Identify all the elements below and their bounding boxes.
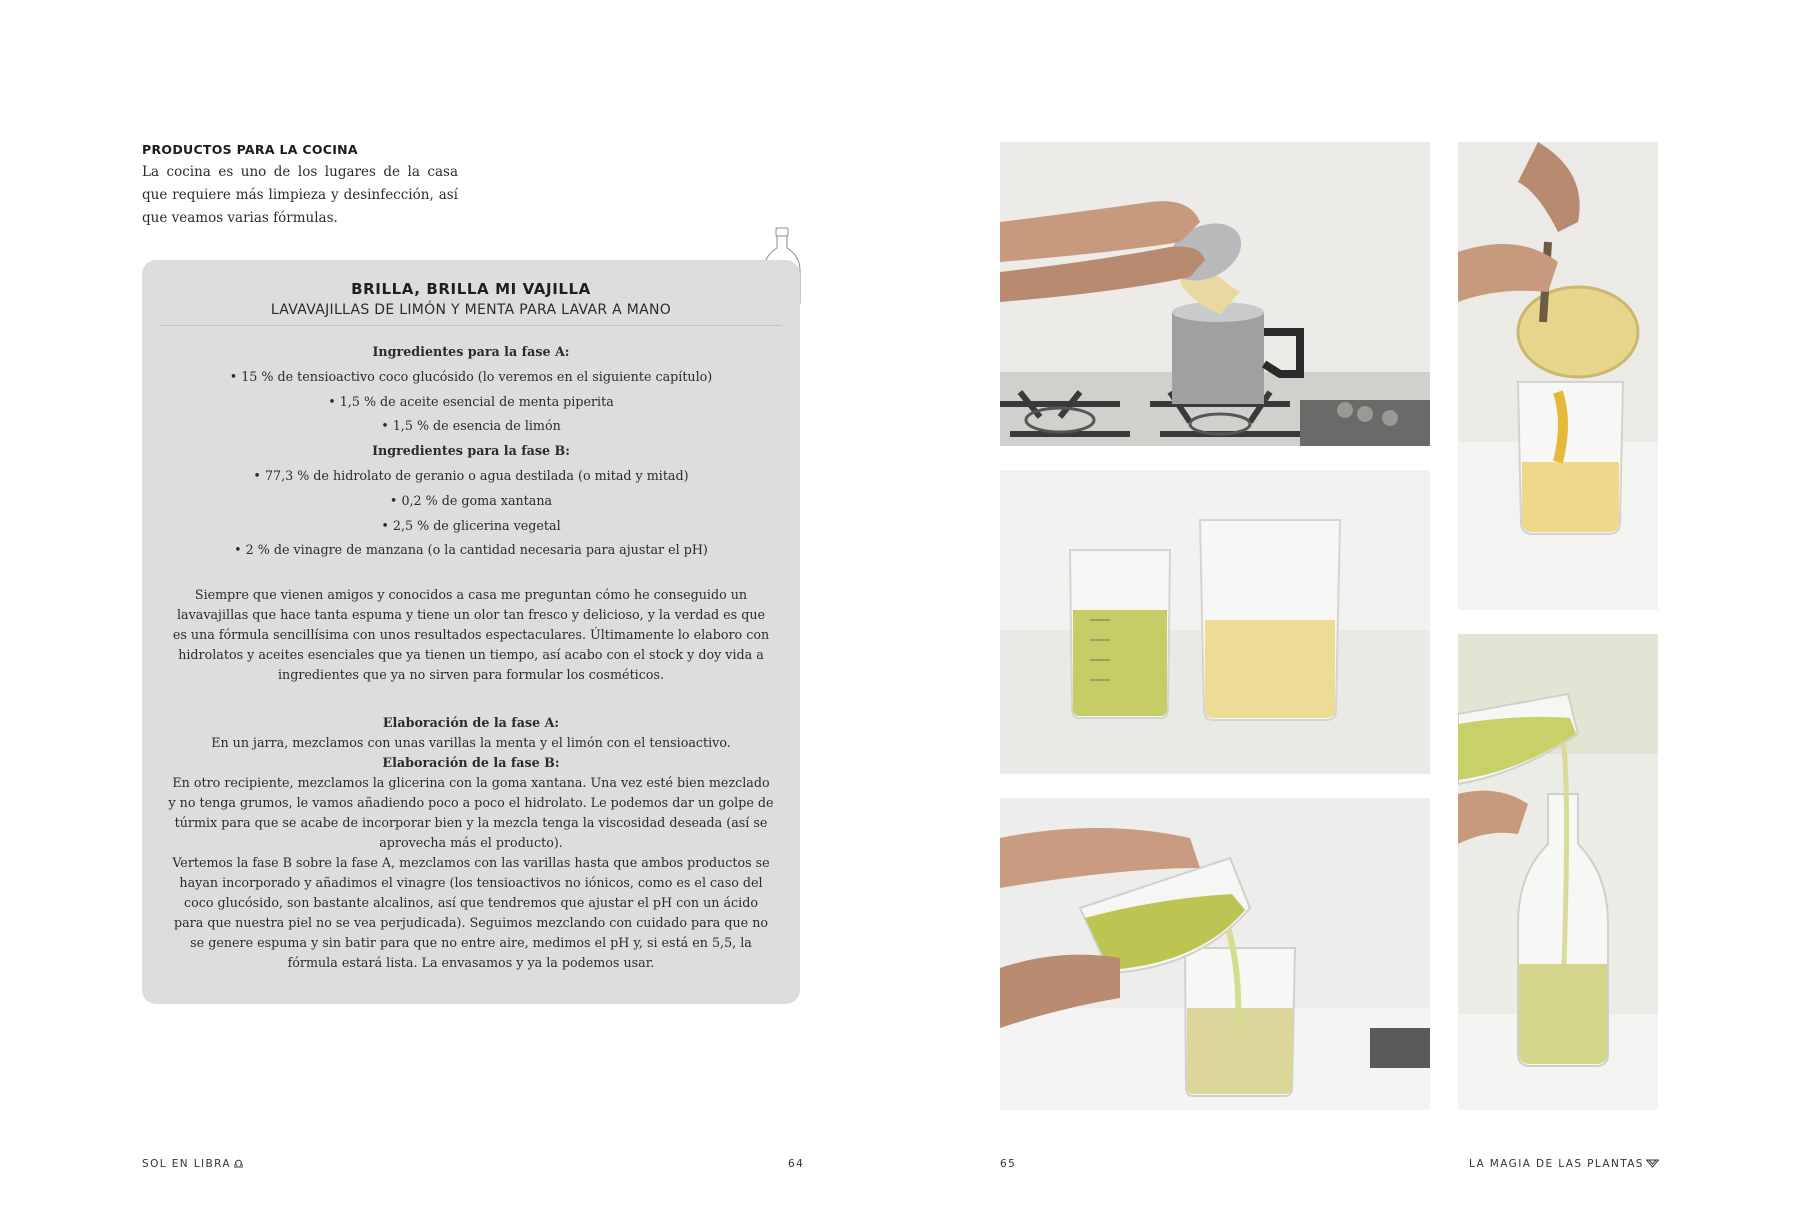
photo-pouring-into-pot xyxy=(1000,142,1430,446)
plant-icon xyxy=(1646,1159,1659,1168)
recipe-card xyxy=(142,260,800,1004)
phase-b-heading: Ingredientes para la fase B: xyxy=(372,443,570,459)
photo-pouring-green xyxy=(1000,798,1430,1110)
section-heading: PRODUCTOS PARA LA COCINA xyxy=(142,142,358,157)
ingredients-section xyxy=(162,340,780,563)
page-number-left: 64 xyxy=(788,1158,805,1170)
ingredient-item: • 1,5 % de aceite esencial de menta piperita xyxy=(328,393,614,409)
ingredient-item: • 77,3 % de hidrolato de geranio o agua destilada (o mitad y mitad) xyxy=(253,467,689,483)
phase-b-list xyxy=(162,464,780,563)
intro-paragraph: La cocina es uno de los lugares de la casa que requiere más limpieza y desinfección, así que veamos varias fórmulas. xyxy=(142,164,458,226)
method-a-text: En un jarra, mezclamos con unas varillas la menta y el limón con el tensioactivo. xyxy=(211,735,731,750)
photo-two-beakers xyxy=(1000,470,1430,774)
recipe-title: BRILLA, BRILLA MI VAJILLA xyxy=(351,280,591,298)
intro-section xyxy=(142,142,458,230)
method-final-text: Vertemos la fase B sobre la fase A, mezclamos con las varillas hasta que ambos productos se hayan incorporado y añadimos el vinagre (los tensioactivos no iónicos, como es el caso del coco glucósido, son bastante alcalinos, así que tendremos que ajustar el pH con un ácido para que nuestra piel no se vea perjudicada). Seguimos mezclando con cuidado para que no se genere espuma y sin batir para que no entre aire, medimos el pH y, si está en 5,5, la fórmula estará lista. La envasamos y ya la podemos usar. xyxy=(172,855,770,970)
photo-bottle-filling xyxy=(1458,634,1658,1110)
story-paragraph: Siempre que vienen amigos y conocidos a casa me preguntan cómo he conseguido un lavavajillas que hace tanta espuma y tiene un olor tan fresco y delicioso, y la verdad es que es una fórmula sencillísima con unos resultados espectaculares. Últimamente lo elaboro con hidrolatos y aceites esenciales que ya tienen un tiempo, así acabo con el stock y doy vida a ingredientes que ya no sirven para formular los cosméticos. xyxy=(172,587,770,682)
ingredient-item: • 0,2 % de goma xantana xyxy=(389,492,553,508)
page-number-right: 65 xyxy=(1000,1158,1017,1170)
libra-icon xyxy=(233,1159,244,1168)
phase-a-heading: Ingredientes para la fase A: xyxy=(372,344,570,359)
method-b-text: En otro recipiente, mezclamos la glicerina con la goma xantana. Una vez esté bien mezclado y no tenga grumos, le vamos añadiendo poco a poco el hidrolato. Le podemos dar un golpe de túrmix para que se acabe de incorporar bien y la mezcla tenga la viscosidad deseada (así se aprovecha más el producto). xyxy=(168,775,774,850)
ingredient-item: • 15 % de tensioactivo coco glucósido (lo veremos en el siguiente capítulo) xyxy=(229,368,713,384)
method-section xyxy=(168,713,774,973)
recipe-subtitle: LAVAVAJILLAS DE LIMÓN Y MENTA PARA LAVAR A MANO xyxy=(270,302,672,318)
ingredient-item: • 1,5 % de esencia de limón xyxy=(381,418,561,434)
ingredient-item: • 2 % de vinagre de manzana (o la cantidad necesaria para ajustar el pH) xyxy=(234,542,708,558)
method-b-heading: Elaboración de la fase B: xyxy=(382,755,560,770)
footer-section-label: SOL EN LIBRA xyxy=(142,1158,231,1170)
right-page xyxy=(900,0,1800,1231)
divider xyxy=(160,325,782,326)
footer-section-label: LA MAGIA DE LAS PLANTAS xyxy=(1469,1158,1644,1170)
phase-a-list xyxy=(162,365,780,439)
photo-spoon-gel xyxy=(1458,142,1658,610)
method-a-heading: Elaboración de la fase A: xyxy=(382,715,560,730)
ingredient-item: • 2,5 % de glicerina vegetal xyxy=(381,517,561,533)
footer-section-right xyxy=(1469,1158,1659,1170)
footer-section-left xyxy=(142,1158,244,1170)
